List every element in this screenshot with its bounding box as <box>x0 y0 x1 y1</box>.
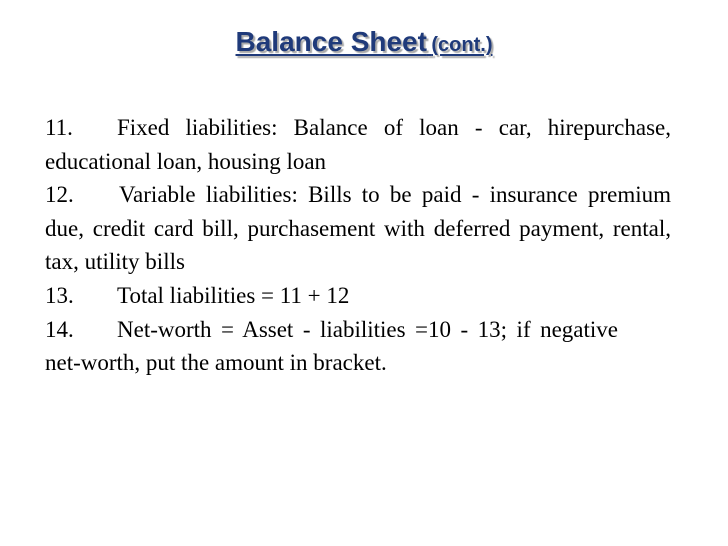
list-item-11 <box>45 111 671 178</box>
item-number-12: 12. <box>45 182 74 208</box>
item-number-14: 14. <box>45 316 74 342</box>
item-text-14-part1: Net-worth = Asset - liabilities =10 - 13; if negative <box>117 316 618 342</box>
title-main: Balance Sheet <box>235 26 427 57</box>
item-text-14-part2: net-worth, put the amount in bracket. <box>45 350 387 376</box>
item-text-13: Total liabilities = 11 + 12 <box>117 282 350 308</box>
title-sub: (cont.) <box>431 34 493 56</box>
item-text-12: Variable liabilities: Bills to be paid - insurance premium due, credit card bill, purchasement with deferred payment, rental, tax, utility bills <box>45 182 671 275</box>
list-item-13 <box>45 279 671 313</box>
list-item-14 <box>45 313 671 380</box>
list-item-12 <box>45 178 671 279</box>
item-number-13: 13. <box>45 282 74 308</box>
item-number-11: 11. <box>45 115 73 140</box>
item-text-11: Fixed liabilities: Balance of loan - car, hirepurchase, educational loan, housing loan <box>45 115 671 174</box>
slide-title <box>0 26 728 58</box>
slide-body <box>45 111 671 380</box>
